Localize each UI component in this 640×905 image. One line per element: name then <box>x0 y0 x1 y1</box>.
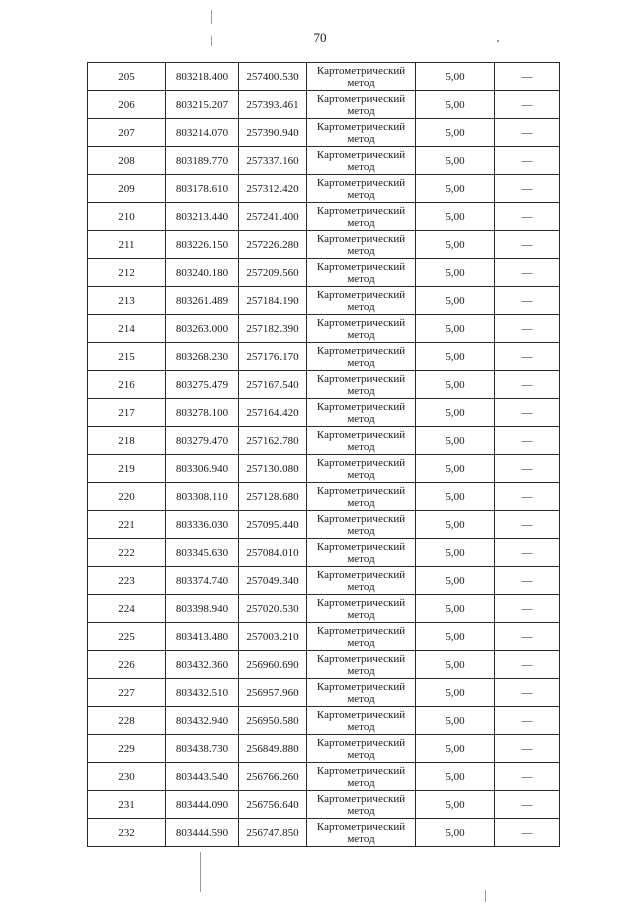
table-row <box>88 203 560 231</box>
x-coordinate-cell: 803336.030 <box>166 511 239 539</box>
point-number-cell: 209 <box>88 175 166 203</box>
method-line2: метод <box>347 776 375 789</box>
x-coordinate-cell: 803432.940 <box>166 707 239 735</box>
scan-artifact <box>200 852 201 892</box>
method-cell <box>307 539 416 567</box>
accuracy-cell: 5,00 <box>416 315 495 343</box>
table-row <box>88 791 560 819</box>
x-coordinate-cell: 803438.730 <box>166 735 239 763</box>
accuracy-cell: 5,00 <box>416 483 495 511</box>
point-number-cell: 222 <box>88 539 166 567</box>
method-cell <box>307 735 416 763</box>
method-line1: Картометрический <box>316 736 406 749</box>
point-number-cell: 211 <box>88 231 166 259</box>
accuracy-cell: 5,00 <box>416 595 495 623</box>
method-cell <box>307 819 416 847</box>
table-row <box>88 455 560 483</box>
method-line1: Картометрический <box>316 428 406 441</box>
description-cell: — <box>495 763 560 791</box>
method-cell <box>307 119 416 147</box>
method-line2: метод <box>347 720 375 733</box>
method-cell <box>307 63 416 91</box>
accuracy-cell: 5,00 <box>416 287 495 315</box>
method-line1: Картометрический <box>316 176 406 189</box>
x-coordinate-cell: 803308.110 <box>166 483 239 511</box>
method-line1: Картометрический <box>316 484 406 497</box>
accuracy-cell: 5,00 <box>416 371 495 399</box>
method-line2: метод <box>347 244 375 257</box>
point-number-cell: 214 <box>88 315 166 343</box>
x-coordinate-cell: 803444.590 <box>166 819 239 847</box>
y-coordinate-cell: 257162.780 <box>239 427 307 455</box>
scan-artifact <box>211 36 212 46</box>
method-line2: метод <box>347 76 375 89</box>
method-line2: метод <box>347 804 375 817</box>
accuracy-cell: 5,00 <box>416 343 495 371</box>
y-coordinate-cell: 257400.530 <box>239 63 307 91</box>
y-coordinate-cell: 256766.260 <box>239 763 307 791</box>
table-row <box>88 679 560 707</box>
accuracy-cell: 5,00 <box>416 707 495 735</box>
x-coordinate-cell: 803214.070 <box>166 119 239 147</box>
y-coordinate-cell: 257164.420 <box>239 399 307 427</box>
description-cell: — <box>495 343 560 371</box>
method-cell <box>307 147 416 175</box>
x-coordinate-cell: 803213.440 <box>166 203 239 231</box>
method-cell <box>307 707 416 735</box>
x-coordinate-cell: 803240.180 <box>166 259 239 287</box>
method-cell <box>307 371 416 399</box>
y-coordinate-cell: 256960.690 <box>239 651 307 679</box>
method-line1: Картометрический <box>316 92 406 105</box>
table-row <box>88 763 560 791</box>
point-number-cell: 210 <box>88 203 166 231</box>
table-row <box>88 119 560 147</box>
method-line2: метод <box>347 552 375 565</box>
method-line1: Картометрический <box>316 372 406 385</box>
x-coordinate-cell: 803444.090 <box>166 791 239 819</box>
accuracy-cell: 5,00 <box>416 231 495 259</box>
table-row <box>88 259 560 287</box>
method-line2: метод <box>347 356 375 369</box>
y-coordinate-cell: 256756.640 <box>239 791 307 819</box>
y-coordinate-cell: 257390.940 <box>239 119 307 147</box>
point-number-cell: 205 <box>88 63 166 91</box>
scan-artifact <box>211 10 212 24</box>
method-line2: метод <box>347 412 375 425</box>
x-coordinate-cell: 803374.740 <box>166 567 239 595</box>
description-cell: — <box>495 371 560 399</box>
x-coordinate-cell: 803398.940 <box>166 595 239 623</box>
table-row <box>88 511 560 539</box>
method-cell <box>307 259 416 287</box>
method-line1: Картометрический <box>316 456 406 469</box>
table-row <box>88 483 560 511</box>
method-line2: метод <box>347 216 375 229</box>
y-coordinate-cell: 256849.880 <box>239 735 307 763</box>
table-row <box>88 651 560 679</box>
method-line2: метод <box>347 300 375 313</box>
accuracy-cell: 5,00 <box>416 399 495 427</box>
method-line2: метод <box>347 580 375 593</box>
point-number-cell: 207 <box>88 119 166 147</box>
table-row <box>88 539 560 567</box>
method-line1: Картометрический <box>316 400 406 413</box>
method-cell <box>307 203 416 231</box>
x-coordinate-cell: 803178.610 <box>166 175 239 203</box>
method-cell <box>307 231 416 259</box>
method-cell <box>307 455 416 483</box>
point-number-cell: 212 <box>88 259 166 287</box>
x-coordinate-cell: 803275.479 <box>166 371 239 399</box>
accuracy-cell: 5,00 <box>416 791 495 819</box>
method-line2: метод <box>347 468 375 481</box>
method-line1: Картометрический <box>316 624 406 637</box>
point-number-cell: 219 <box>88 455 166 483</box>
point-number-cell: 213 <box>88 287 166 315</box>
method-line1: Картометрический <box>316 120 406 133</box>
method-cell <box>307 511 416 539</box>
table-row <box>88 147 560 175</box>
y-coordinate-cell: 256957.960 <box>239 679 307 707</box>
point-number-cell: 230 <box>88 763 166 791</box>
accuracy-cell: 5,00 <box>416 427 495 455</box>
description-cell: — <box>495 735 560 763</box>
table-row <box>88 735 560 763</box>
point-number-cell: 227 <box>88 679 166 707</box>
y-coordinate-cell: 257128.680 <box>239 483 307 511</box>
table-row <box>88 63 560 91</box>
description-cell: — <box>495 231 560 259</box>
y-coordinate-cell: 257167.540 <box>239 371 307 399</box>
y-coordinate-cell: 257084.010 <box>239 539 307 567</box>
table-row <box>88 175 560 203</box>
method-line1: Картометрический <box>316 260 406 273</box>
point-number-cell: 206 <box>88 91 166 119</box>
y-coordinate-cell: 257209.560 <box>239 259 307 287</box>
x-coordinate-cell: 803279.470 <box>166 427 239 455</box>
method-line2: метод <box>347 496 375 509</box>
table-row <box>88 287 560 315</box>
accuracy-cell: 5,00 <box>416 147 495 175</box>
point-number-cell: 231 <box>88 791 166 819</box>
description-cell: — <box>495 679 560 707</box>
accuracy-cell: 5,00 <box>416 567 495 595</box>
method-cell <box>307 595 416 623</box>
accuracy-cell: 5,00 <box>416 259 495 287</box>
description-cell: — <box>495 819 560 847</box>
x-coordinate-cell: 803345.630 <box>166 539 239 567</box>
method-cell <box>307 567 416 595</box>
method-line1: Картометрический <box>316 652 406 665</box>
x-coordinate-cell: 803268.230 <box>166 343 239 371</box>
method-line2: метод <box>347 692 375 705</box>
point-number-cell: 226 <box>88 651 166 679</box>
table-row <box>88 595 560 623</box>
method-line2: метод <box>347 636 375 649</box>
point-number-cell: 224 <box>88 595 166 623</box>
description-cell: — <box>495 791 560 819</box>
method-cell <box>307 483 416 511</box>
method-cell <box>307 399 416 427</box>
y-coordinate-cell: 257182.390 <box>239 315 307 343</box>
point-number-cell: 215 <box>88 343 166 371</box>
method-line2: метод <box>347 272 375 285</box>
x-coordinate-cell: 803413.480 <box>166 623 239 651</box>
method-cell <box>307 791 416 819</box>
description-cell: — <box>495 259 560 287</box>
table-row <box>88 343 560 371</box>
method-line1: Картометрический <box>316 680 406 693</box>
method-cell <box>307 679 416 707</box>
method-cell <box>307 623 416 651</box>
x-coordinate-cell: 803278.100 <box>166 399 239 427</box>
description-cell: — <box>495 567 560 595</box>
method-line2: метод <box>347 608 375 621</box>
y-coordinate-cell: 257184.190 <box>239 287 307 315</box>
method-line2: метод <box>347 832 375 845</box>
description-cell: — <box>495 287 560 315</box>
accuracy-cell: 5,00 <box>416 511 495 539</box>
method-line2: метод <box>347 384 375 397</box>
method-line2: метод <box>347 160 375 173</box>
method-cell <box>307 91 416 119</box>
method-line2: метод <box>347 440 375 453</box>
accuracy-cell: 5,00 <box>416 203 495 231</box>
accuracy-cell: 5,00 <box>416 63 495 91</box>
point-number-cell: 218 <box>88 427 166 455</box>
method-cell <box>307 175 416 203</box>
method-line1: Картометрический <box>316 820 406 833</box>
point-number-cell: 208 <box>88 147 166 175</box>
page-number: 70 <box>313 30 327 45</box>
method-cell <box>307 763 416 791</box>
point-number-cell: 223 <box>88 567 166 595</box>
y-coordinate-cell: 257176.170 <box>239 343 307 371</box>
scan-artifact <box>497 40 499 42</box>
table-row <box>88 623 560 651</box>
y-coordinate-cell: 257226.280 <box>239 231 307 259</box>
description-cell: — <box>495 511 560 539</box>
method-line1: Картометрический <box>316 316 406 329</box>
method-line1: Картометрический <box>316 708 406 721</box>
description-cell: — <box>495 63 560 91</box>
table-row <box>88 707 560 735</box>
method-line2: метод <box>347 188 375 201</box>
method-line2: метод <box>347 748 375 761</box>
description-cell: — <box>495 203 560 231</box>
y-coordinate-cell: 257049.340 <box>239 567 307 595</box>
table-row <box>88 819 560 847</box>
description-cell: — <box>495 315 560 343</box>
accuracy-cell: 5,00 <box>416 735 495 763</box>
method-line1: Картометрический <box>316 568 406 581</box>
description-cell: — <box>495 455 560 483</box>
accuracy-cell: 5,00 <box>416 651 495 679</box>
method-cell <box>307 427 416 455</box>
y-coordinate-cell: 256950.580 <box>239 707 307 735</box>
description-cell: — <box>495 483 560 511</box>
method-cell <box>307 343 416 371</box>
accuracy-cell: 5,00 <box>416 539 495 567</box>
point-number-cell: 220 <box>88 483 166 511</box>
description-cell: — <box>495 119 560 147</box>
table-row <box>88 371 560 399</box>
accuracy-cell: 5,00 <box>416 455 495 483</box>
x-coordinate-cell: 803226.150 <box>166 231 239 259</box>
method-line1: Картометрический <box>316 792 406 805</box>
description-cell: — <box>495 623 560 651</box>
table-row <box>88 399 560 427</box>
table-row <box>88 427 560 455</box>
accuracy-cell: 5,00 <box>416 119 495 147</box>
y-coordinate-cell: 257130.080 <box>239 455 307 483</box>
table-row <box>88 315 560 343</box>
description-cell: — <box>495 651 560 679</box>
y-coordinate-cell: 257095.440 <box>239 511 307 539</box>
method-line1: Картометрический <box>316 512 406 525</box>
method-line2: метод <box>347 524 375 537</box>
description-cell: — <box>495 91 560 119</box>
x-coordinate-cell: 803189.770 <box>166 147 239 175</box>
description-cell: — <box>495 175 560 203</box>
description-cell: — <box>495 427 560 455</box>
table-row <box>88 567 560 595</box>
x-coordinate-cell: 803306.940 <box>166 455 239 483</box>
x-coordinate-cell: 803215.207 <box>166 91 239 119</box>
description-cell: — <box>495 707 560 735</box>
point-number-cell: 216 <box>88 371 166 399</box>
y-coordinate-cell: 257337.160 <box>239 147 307 175</box>
method-cell <box>307 287 416 315</box>
method-line2: метод <box>347 104 375 117</box>
accuracy-cell: 5,00 <box>416 91 495 119</box>
x-coordinate-cell: 803432.510 <box>166 679 239 707</box>
method-line1: Картометрический <box>316 148 406 161</box>
method-line1: Картометрический <box>316 540 406 553</box>
table-row <box>88 91 560 119</box>
point-number-cell: 229 <box>88 735 166 763</box>
table-row <box>88 231 560 259</box>
x-coordinate-cell: 803261.489 <box>166 287 239 315</box>
method-line1: Картометрический <box>316 596 406 609</box>
point-number-cell: 232 <box>88 819 166 847</box>
accuracy-cell: 5,00 <box>416 175 495 203</box>
accuracy-cell: 5,00 <box>416 679 495 707</box>
method-cell <box>307 651 416 679</box>
table-body <box>88 63 560 847</box>
coordinates-table <box>87 62 560 847</box>
method-line1: Картометрический <box>316 204 406 217</box>
accuracy-cell: 5,00 <box>416 819 495 847</box>
y-coordinate-cell: 257003.210 <box>239 623 307 651</box>
y-coordinate-cell: 257020.530 <box>239 595 307 623</box>
method-line2: метод <box>347 328 375 341</box>
method-cell <box>307 315 416 343</box>
x-coordinate-cell: 803263.000 <box>166 315 239 343</box>
y-coordinate-cell: 257393.461 <box>239 91 307 119</box>
description-cell: — <box>495 539 560 567</box>
y-coordinate-cell: 257241.400 <box>239 203 307 231</box>
description-cell: — <box>495 595 560 623</box>
accuracy-cell: 5,00 <box>416 623 495 651</box>
y-coordinate-cell: 257312.420 <box>239 175 307 203</box>
accuracy-cell: 5,00 <box>416 763 495 791</box>
point-number-cell: 221 <box>88 511 166 539</box>
x-coordinate-cell: 803218.400 <box>166 63 239 91</box>
x-coordinate-cell: 803443.540 <box>166 763 239 791</box>
point-number-cell: 228 <box>88 707 166 735</box>
point-number-cell: 217 <box>88 399 166 427</box>
point-number-cell: 225 <box>88 623 166 651</box>
description-cell: — <box>495 399 560 427</box>
method-line2: метод <box>347 664 375 677</box>
scan-artifact <box>485 890 486 902</box>
method-line1: Картометрический <box>316 64 406 77</box>
method-line1: Картометрический <box>316 764 406 777</box>
x-coordinate-cell: 803432.360 <box>166 651 239 679</box>
method-line1: Картометрический <box>316 344 406 357</box>
method-line2: метод <box>347 132 375 145</box>
method-line1: Картометрический <box>316 232 406 245</box>
description-cell: — <box>495 147 560 175</box>
y-coordinate-cell: 256747.850 <box>239 819 307 847</box>
method-line1: Картометрический <box>316 288 406 301</box>
